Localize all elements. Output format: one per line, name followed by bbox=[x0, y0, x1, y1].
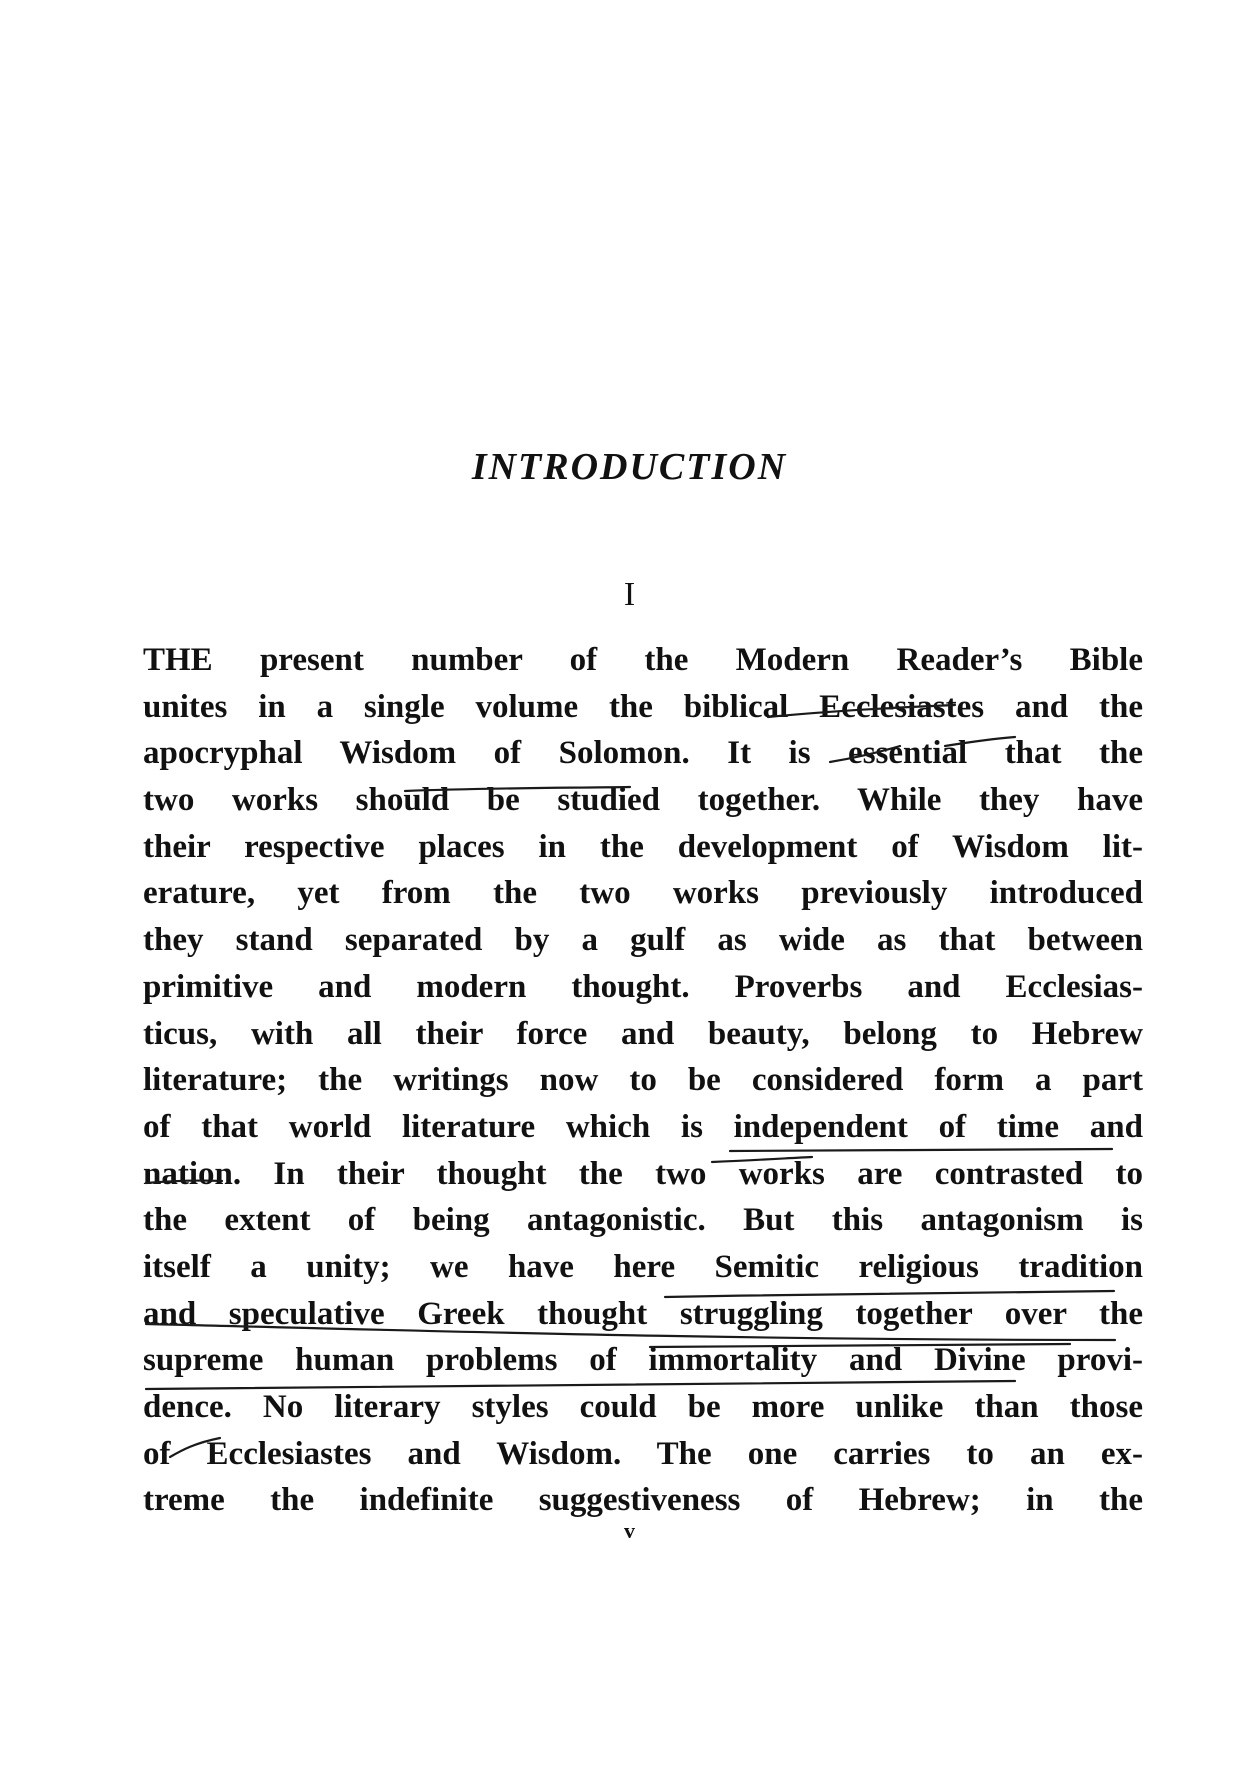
text-line: of that world literature which is independent of time and bbox=[143, 1108, 1143, 1145]
text-line: two works should be studied together. While they have bbox=[143, 782, 1143, 819]
text-line: their respective places in the development of Wisdom lit- bbox=[143, 828, 1143, 865]
text-line: they stand separated by a gulf as wide as that between bbox=[143, 922, 1143, 959]
text-line: supreme human problems of immortality and Divine provi- bbox=[143, 1342, 1143, 1379]
text-line: literature; the writings now to be considered form a part bbox=[143, 1062, 1143, 1099]
page-title: INTRODUCTION bbox=[471, 446, 788, 488]
body-paragraph bbox=[143, 637, 1143, 1524]
page-number: v bbox=[624, 1518, 635, 1543]
section-number: I bbox=[623, 576, 636, 613]
text-line: dence. No literary styles could be more unlike than those bbox=[143, 1389, 1143, 1425]
text-line: THE present number of the Modern Reader’s Bible bbox=[143, 642, 1143, 678]
text-line: the extent of being antagonistic. But this antagonism is bbox=[143, 1202, 1143, 1239]
text-line: and speculative Greek thought struggling together over the bbox=[143, 1295, 1143, 1332]
text-line: primitive and modern thought. Proverbs and Ecclesias- bbox=[143, 968, 1143, 1005]
text-line: erature, yet from the two works previously introduced bbox=[143, 875, 1143, 912]
text-line: itself a unity; we have here Semitic religious tradition bbox=[143, 1248, 1143, 1285]
text-line: apocryphal Wisdom of Solomon. It is essential that the bbox=[143, 735, 1143, 772]
text-line: treme the indefinite suggestiveness of Hebrew; in the bbox=[143, 1482, 1143, 1519]
text-line: nation. In their thought the two works are contrasted to bbox=[143, 1155, 1143, 1192]
text-line: unites in a single volume the biblical Ecclesiastes and the bbox=[143, 688, 1143, 725]
text-line: ticus, with all their force and beauty, belong to Hebrew bbox=[143, 1015, 1143, 1052]
text-line: of Ecclesiastes and Wisdom. The one carries to an ex- bbox=[143, 1435, 1143, 1472]
